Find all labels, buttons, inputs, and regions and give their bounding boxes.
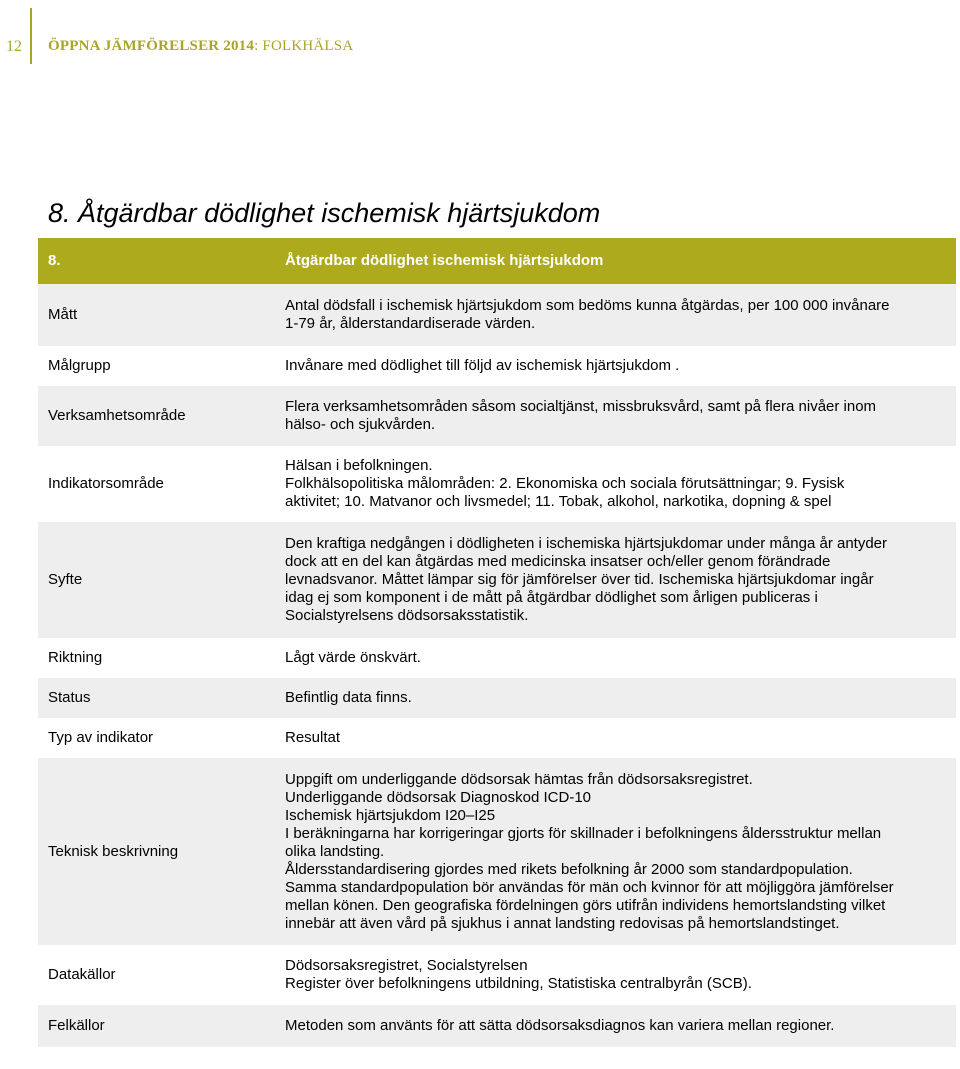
row-label: Verksamhetsområde xyxy=(38,386,272,446)
value-line: Samma standardpopulation bör användas för män och kvinnor för att möjliggöra jämförelser xyxy=(285,878,894,896)
table-row xyxy=(38,446,956,522)
page-title: 8. Åtgärdbar dödlighet ischemisk hjärtsjukdom xyxy=(48,198,601,228)
indicator-table xyxy=(38,238,956,1047)
value-line: Uppgift om underliggande dödsorsak hämtas från dödsorsaksregistret. xyxy=(285,770,753,788)
value-line: mellan könen. Den geografiska fördelningen görs utifrån individens hemortslandsting vilket xyxy=(285,896,886,914)
value-line: Antal dödsfall i ischemisk hjärtsjukdom som bedöms kunna åtgärdas, per 100 000 invånare xyxy=(285,297,890,314)
value-line: olika landsting. xyxy=(285,842,385,860)
value-line: idag ej som komponent i de mått på åtgärdbar dödlighet som årligen publiceras i xyxy=(285,589,818,606)
value-line: dock att en del kan åtgärdas med medicinska insatser och/eller genom förändrade xyxy=(285,553,831,570)
value-line: Register över befolkningens utbildning, Statistiska centralbyrån (SCB). xyxy=(285,975,752,992)
header-divider xyxy=(30,8,32,64)
value-line: Befintlig data finns. xyxy=(285,689,412,706)
value-line: Hälsan i befolkningen. xyxy=(285,457,433,474)
table-row xyxy=(38,346,956,386)
row-value xyxy=(272,678,956,718)
row-label: Status xyxy=(38,678,272,718)
value-line: aktivitet; 10. Matvanor och livsmedel; 11. Tobak, alkohol, narkotika, dopning & spel xyxy=(285,493,832,510)
indicator-heading: Åtgärdbar dödlighet ischemisk hjärtsjukdom xyxy=(272,238,956,284)
value-line: levnadsvanor. Måttet lämpar sig för jämförelser över tid. Ischemiska hjärtsjukdomar ingår xyxy=(285,571,874,588)
value-line: hälso- och sjukvården. xyxy=(285,416,436,433)
row-label: Syfte xyxy=(38,522,272,638)
row-value xyxy=(272,638,956,678)
value-line: Dödsorsaksregistret, Socialstyrelsen xyxy=(285,957,528,974)
table-row xyxy=(38,1005,956,1047)
row-label: Teknisk beskrivning xyxy=(38,758,272,945)
row-value xyxy=(272,945,956,1005)
value-line: Flera verksamhetsområden såsom socialtjänst, missbruksvård, samt på flera nivåer inom xyxy=(285,398,877,415)
row-value xyxy=(272,1005,956,1047)
row-label: Datakällor xyxy=(38,945,272,1005)
table-row xyxy=(38,758,956,945)
row-label: Målgrupp xyxy=(38,346,272,386)
indicator-number: 8. xyxy=(38,238,272,284)
value-line: I beräkningarna har korrigeringar gjorts för skillnader i befolkningens åldersstruktur mellan xyxy=(285,824,882,842)
table-row xyxy=(38,522,956,638)
row-label: Typ av indikator xyxy=(38,718,272,758)
row-label: Indikatorsområde xyxy=(38,446,272,522)
value-line: Folkhälsopolitiska målområden: 2. Ekonomiska och sociala förutsättningar; 9. Fysisk xyxy=(285,475,845,492)
page-number: 12 xyxy=(6,38,22,55)
value-line: Åldersstandardisering gjordes med rikets befolkning år 2000 som standardpopulation. xyxy=(285,860,853,878)
table-row xyxy=(38,718,956,758)
value-line: Socialstyrelsens dödsorsaksstatistik. xyxy=(285,607,529,624)
row-value xyxy=(272,346,956,386)
row-value xyxy=(272,758,956,945)
value-line: Underliggande dödsorsak Diagnoskod ICD-10 xyxy=(285,788,592,806)
value-line: innebär att även vård på sjukhus i annat landsting redovisas på hemortslandstinget. xyxy=(285,914,840,932)
row-value xyxy=(272,386,956,446)
row-value xyxy=(272,522,956,638)
table-row xyxy=(38,284,956,346)
running-header xyxy=(48,38,353,55)
value-line: Ischemisk hjärtsjukdom I20–I25 xyxy=(285,806,496,824)
table-row xyxy=(38,945,956,1005)
value-line: Invånare med dödlighet till följd av ischemisk hjärtsjukdom . xyxy=(285,357,680,374)
table-row xyxy=(38,638,956,678)
row-label: Felkällor xyxy=(38,1005,272,1047)
table-title-row xyxy=(38,238,956,284)
row-value xyxy=(272,284,956,346)
table-row xyxy=(38,386,956,446)
value-line: Lågt värde önskvärt. xyxy=(285,649,421,666)
row-value xyxy=(272,718,956,758)
value-line: 1-79 år, ålderstandardiserade värden. xyxy=(285,315,536,332)
row-label: Riktning xyxy=(38,638,272,678)
value-line: Den kraftiga nedgången i dödligheten i ischemiska hjärtsjukdomar under många år antyder xyxy=(285,535,888,552)
value-line: Metoden som använts för att sätta dödsorsaksdiagnos kan variera mellan regioner. xyxy=(285,1017,835,1034)
page-header xyxy=(0,0,960,90)
publication-subtitle: : FOLKHÄLSA xyxy=(254,38,354,54)
table-row xyxy=(38,678,956,718)
publication-title: ÖPPNA JÄMFÖRELSER 2014 xyxy=(48,38,255,54)
row-value xyxy=(272,446,956,522)
row-label: Mått xyxy=(38,284,272,346)
value-line: Resultat xyxy=(285,729,341,746)
